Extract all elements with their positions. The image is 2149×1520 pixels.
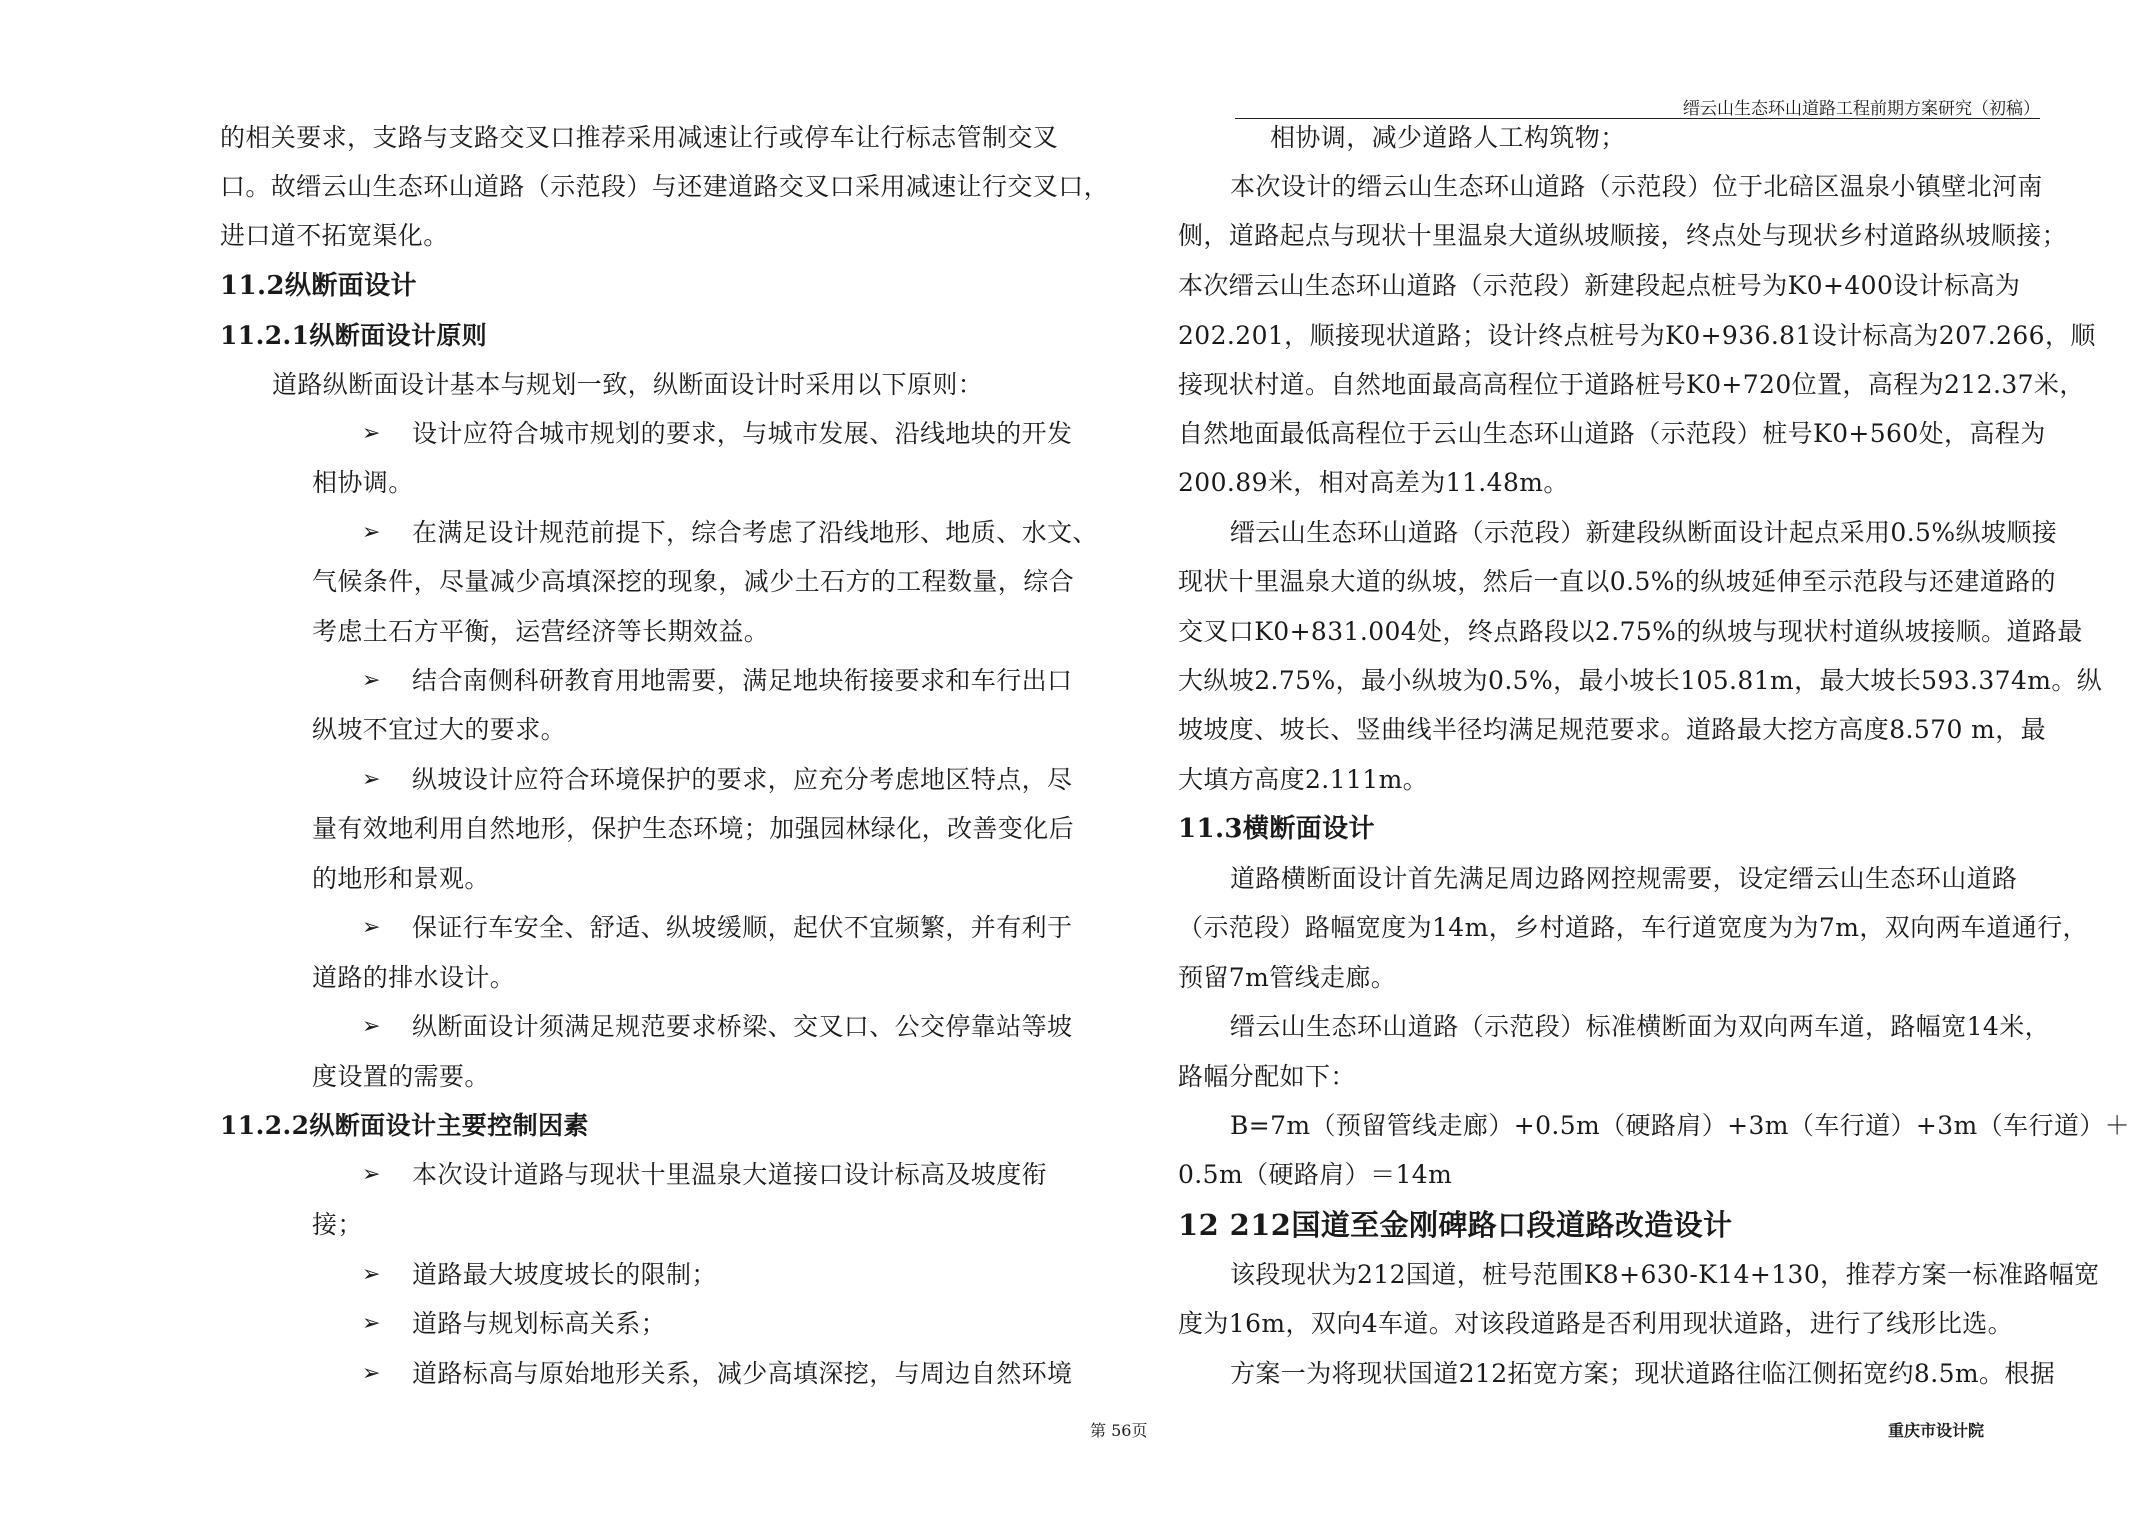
bullet-text: 气候条件，尽量减少高填深挖的现象，减少土石方的工程数量，综合 [312,567,1075,596]
text-line: 度为16m，双向4车道。对该段道路是否利用现状道路，进行了线形比选。 [1178,1309,2014,1338]
text-line: 预留7m管线走廊。 [1178,963,1397,992]
subsection-heading-11-2-1: 11.2.1纵断面设计原则 [220,321,488,350]
bullet-text: 道路最大坡度坡长的限制； [412,1260,717,1289]
bullet-arrow-icon: ➢ [362,1262,381,1287]
bullet-arrow-icon: ➢ [362,1014,381,1039]
footer-organization: 重庆市设计院 [1888,1421,1985,1440]
formula-line: B=7m（预留管线走廊）+0.5m（硬路肩）+3m（车行道）+3m（车行道）＋ [1230,1111,2131,1140]
header-divider [1235,118,2040,119]
text-line: 缙云山生态环山道路（示范段）标准横断面为双向两车道，路幅宽14米， [1230,1012,2051,1041]
text-line: 该段现状为212国道，桩号范围K8+630-K14+130，推荐方案一标准路幅宽 [1230,1260,2100,1289]
text-line: 进口道不拓宽渠化。 [220,221,449,250]
text-line: 大填方高度2.111m。 [1178,765,1429,794]
text-line: 200.89米，相对高差为11.48m。 [1178,468,1569,497]
section-heading-11-2: 11.2纵断面设计 [220,271,417,301]
text-line: 口。故缙云山生态环山道路（示范段）与还建道路交叉口采用减速让行交叉口， [220,172,1110,201]
text-line: 的相关要求，支路与支路交叉口推荐采用减速让行或停车让行标志管制交叉 [220,123,1059,152]
bullet-text: 道路与规划标高关系； [412,1309,667,1338]
text-line: 现状十里温泉大道的纵坡，然后一直以0.5%的纵坡延伸至示范段与还建道路的 [1178,567,2056,596]
text-line: 大纵坡2.75%，最小纵坡为0.5%，最小坡长105.81m，最大坡长593.374m。纵 [1178,666,2103,695]
bullet-text: 道路标高与原始地形关系，减少高填深挖，与周边自然环境 [412,1359,1073,1388]
text-line: 本次缙云山生态环山道路（示范段）新建段起点桩号为K0+400设计标高为 [1178,271,2021,300]
bullet-text: 纵坡不宜过大的要求。 [312,715,567,744]
bullet-text: 设计应符合城市规划的要求，与城市发展、沿线地块的开发 [412,419,1073,448]
bullet-arrow-icon: ➢ [362,1162,381,1187]
text-line: 相协调，减少道路人工构筑物； [1270,123,1626,152]
text-line: 缙云山生态环山道路（示范段）新建段纵断面设计起点采用0.5%纵坡顺接 [1230,518,2058,547]
page-number: 第 56页 [1090,1421,1148,1440]
principles-intro: 道路纵断面设计基本与规划一致，纵断面设计时采用以下原则： [272,370,984,399]
formula-line: 0.5m（硬路肩）＝14m [1178,1160,1453,1189]
bullet-text: 相协调。 [312,468,414,497]
bullet-text: 纵断面设计须满足规范要求桥梁、交叉口、公交停靠站等坡 [412,1012,1073,1041]
text-line: 方案一为将现状国道212拓宽方案；现状道路往临江侧拓宽约8.5m。根据 [1230,1359,2056,1388]
subsection-heading-11-2-2: 11.2.2纵断面设计主要控制因素 [220,1111,589,1140]
text-line: （示范段）路幅宽度为14m，乡村道路，车行道宽度为为7m，双向两车道通行， [1178,913,2088,942]
bullet-arrow-icon: ➢ [362,520,381,545]
bullet-arrow-icon: ➢ [362,915,381,940]
bullet-text: 本次设计道路与现状十里温泉大道接口设计标高及坡度衔 [412,1160,1048,1189]
text-line: 交叉口K0+831.004处，终点路段以2.75%的纵坡与现状村道纵坡接顺。道路最 [1178,617,2083,646]
bullet-text: 量有效地利用自然地形，保护生态环境；加强园林绿化，改善变化后 [312,814,1075,843]
bullet-text: 道路的排水设计。 [312,963,516,992]
text-line: 自然地面最低高程位于云山生态环山道路（示范段）桩号K0+560处，高程为 [1178,419,2046,448]
text-line: 道路横断面设计首先满足周边路网控规需要，设定缙云山生态环山道路 [1230,864,2018,893]
bullet-text: 在满足设计规范前提下，综合考虑了沿线地形、地质、水文、 [412,518,1098,547]
bullet-text: 的地形和景观。 [312,864,490,893]
bullet-text: 纵坡设计应符合环境保护的要求，应充分考虑地区特点，尽 [412,765,1073,794]
text-line: 接现状村道。自然地面最高高程位于道路桩号K0+720位置，高程为212.37米， [1178,370,2085,399]
text-line: 本次设计的缙云山生态环山道路（示范段）位于北碚区温泉小镇壁北河南 [1230,172,2043,201]
bullet-text: 接； [312,1210,363,1239]
bullet-arrow-icon: ➢ [362,668,381,693]
chapter-heading-12: 12 212国道至金刚碑路口段道路改造设计 [1178,1208,1733,1242]
text-line: 路幅分配如下： [1178,1062,1356,1091]
bullet-arrow-icon: ➢ [362,421,381,446]
text-line: 侧，道路起点与现状十里温泉大道纵坡顺接，终点处与现状乡村道路纵坡顺接； [1178,221,2068,250]
bullet-text: 度设置的需要。 [312,1062,490,1091]
bullet-text: 保证行车安全、舒适、纵坡缓顺，起伏不宜频繁，并有利于 [412,913,1073,942]
bullet-arrow-icon: ➢ [362,767,381,792]
text-line: 202.201，顺接现状道路；设计终点桩号为K0+936.81设计标高为207.266，顺 [1178,321,2096,350]
text-line: 坡坡度、坡长、竖曲线半径均满足规范要求。道路最大挖方高度8.570 m，最 [1178,715,2047,744]
running-header-title: 缙云山生态环山道路工程前期方案研究（初稿） [1683,99,2040,119]
bullet-text: 结合南侧科研教育用地需要，满足地块衔接要求和车行出口 [412,666,1073,695]
bullet-arrow-icon: ➢ [362,1311,381,1336]
bullet-arrow-icon: ➢ [362,1361,381,1386]
bullet-text: 考虑土石方平衡，运营经济等长期效益。 [312,617,770,646]
section-heading-11-3: 11.3横断面设计 [1178,814,1375,844]
